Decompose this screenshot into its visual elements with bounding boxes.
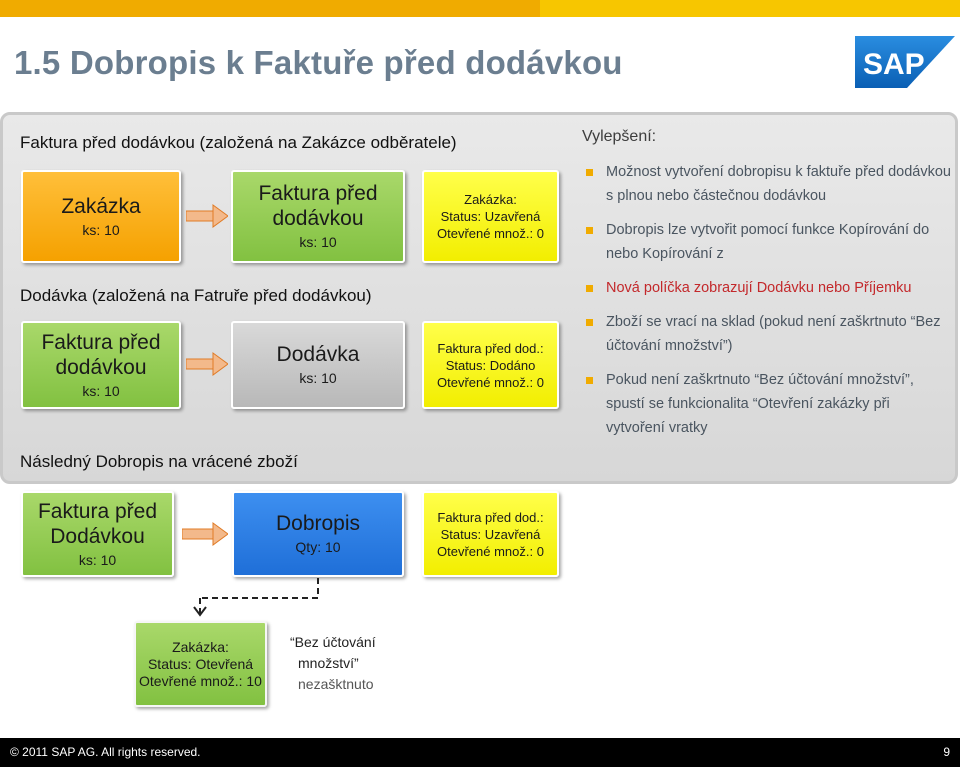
status-box-2 [422, 321, 559, 409]
sap-logo [855, 36, 955, 88]
improvement-item [582, 368, 952, 440]
faktura-qty-3: ks: 10 [78, 551, 117, 568]
arrow-3 [182, 521, 228, 547]
dobropis-title: Dobropis [275, 512, 361, 535]
status-3-line1: Faktura před dod.: [437, 509, 544, 525]
sap-logo-text: SAP [863, 48, 925, 81]
status-box-3 [422, 491, 559, 577]
improvement-item [582, 218, 952, 266]
dodavka-title: Dodávka [276, 343, 360, 366]
faktura-title-3a: Faktura před [37, 499, 158, 523]
dashed-connector [190, 578, 330, 618]
open-box-line1: Zakázka: [172, 638, 229, 655]
open-box-line2: Status: Otevřená [147, 655, 254, 672]
faktura-box-1 [231, 170, 405, 263]
faktura-title-1a: Faktura před [258, 182, 378, 205]
improvements-title: Vylepšení: [582, 128, 657, 145]
zakazka-box [21, 170, 181, 263]
page-number: 9 [943, 745, 950, 759]
faktura-qty-2: ks: 10 [82, 382, 120, 399]
zakazka-open-box [134, 621, 267, 707]
bullet-square-icon [586, 169, 593, 176]
faktura-title-2a: Faktura před [41, 330, 161, 354]
dobropis-qty: Qty: 10 [295, 539, 341, 555]
status-2-line3: Otevřené množ.: 0 [437, 374, 544, 390]
section2-heading: Dodávka (založená na Fatruře před dodávkou) [20, 286, 372, 305]
status-1-line1: Zakázka: [464, 192, 517, 207]
faktura-title-1b: dodávkou [272, 207, 364, 230]
faktura-box-3 [21, 491, 174, 577]
dobropis-box [232, 491, 404, 577]
status-1-line3: Otevřené množ.: 0 [437, 226, 544, 241]
status-3-line3: Otevřené množ.: 0 [437, 543, 544, 559]
improvement-item [582, 276, 952, 300]
no-quantity-note [290, 632, 376, 695]
bullet-square-icon [586, 319, 593, 326]
status-2-line1: Faktura před dod.: [437, 340, 544, 356]
section3-heading: Následný Dobropis na vrácené zboží [20, 452, 298, 471]
section1-heading: Faktura před dodávkou (založená na Zakázce odběratele) [20, 133, 457, 152]
copyright-text: © 2011 SAP AG. All rights reserved. [10, 745, 201, 759]
open-box-line3: Otevřené množ.: 10 [139, 672, 262, 689]
dodavka-box [231, 321, 405, 409]
improvement-text: Nová políčka zobrazují Dodávku nebo Příjemku [606, 280, 912, 296]
faktura-title-2b: dodávkou [55, 355, 147, 379]
note-line2: množství” [298, 655, 359, 671]
improvement-text: Dobropis lze vytvořit pomocí funkce Kopírování do nebo Kopírování z [606, 222, 930, 262]
faktura-box-2 [21, 321, 181, 409]
page-title: 1.5 Dobropis k Faktuře před dodávkou [14, 44, 623, 81]
improvement-text: Možnost vytvoření dobropisu k faktuře před dodávkou s plnou nebo částečnou dodávkou [606, 164, 951, 204]
status-1-line2: Status: Uzavřená [440, 209, 541, 224]
top-accent-bar-right [540, 0, 960, 17]
bullet-square-icon [586, 227, 593, 234]
improvement-text: Zboží se vrací na sklad (pokud není zaškrtnuto “Bez účtování množství”) [606, 314, 941, 354]
dodavka-qty: ks: 10 [299, 370, 337, 386]
status-2-line2: Status: Dodáno [445, 357, 536, 373]
improvements-panel [582, 128, 952, 450]
note-line1: “Bez účtování [290, 634, 376, 650]
status-3-line2: Status: Uzavřená [440, 526, 541, 542]
improvement-item [582, 310, 952, 358]
arrow-1 [186, 203, 228, 229]
improvement-item [582, 160, 952, 208]
zakazka-qty: ks: 10 [82, 221, 120, 238]
bullet-square-icon [586, 285, 593, 292]
bullet-square-icon [586, 377, 593, 384]
faktura-qty-1: ks: 10 [299, 234, 337, 250]
faktura-title-3b: Dodávkou [50, 524, 145, 548]
arrow-2 [186, 351, 228, 377]
status-box-1 [422, 170, 559, 263]
footer-bar [0, 738, 960, 767]
note-line3: nezašktnuto [298, 676, 374, 692]
improvement-text: Pokud není zaškrtnuto “Bez účtování množství”, spustí se funkcionalita “Otevření zakázky při vytvoření vratky [606, 372, 914, 436]
zakazka-title: Zakázka [61, 194, 141, 218]
